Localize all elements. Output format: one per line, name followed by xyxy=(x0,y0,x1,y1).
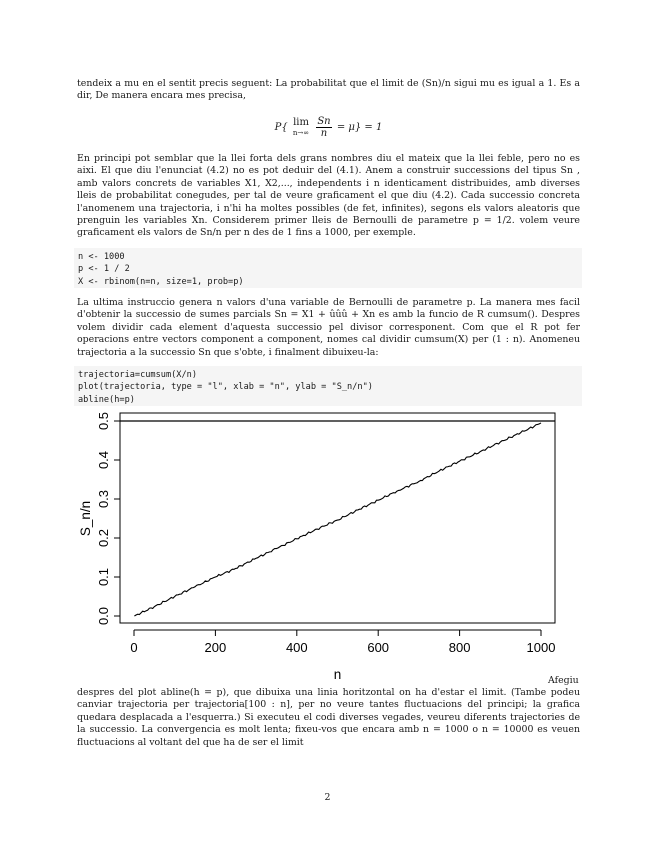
formula-left: P{ xyxy=(274,122,288,133)
formula-lim: lim xyxy=(293,116,309,128)
formula-numerator: Sn xyxy=(317,116,331,127)
y-tick-label: 0.3 xyxy=(96,489,111,509)
paragraph-abline: despres del plot abline(h = p), que dibuixa una linia horitzontal on ha d'estar el limit. (Tambe podeu canviar trajectoria per trajectoria[100 : n], per no veure tantes fluctuacions del principi; la grafica quedara desplacada a l'esquerra.) Si executeu el codi diverses vegades, veureu diferents trajectories de la successio. La convergencia es molt lenta; fixeu-vos que encara amb n = 1000 o n = 10000 es veuen fluctuacions al voltant del que ha de ser el limit xyxy=(77,687,580,748)
code-block-plot xyxy=(74,366,582,406)
paragraph-cumsum: La ultima instruccio genera n valors d'una variable de Bernoulli de parametre p. La manera mes facil d'obtenir la successio de sumes parcials Sn = X1 + ûûû + Xn es amb la funcio de R cumsum(). Despres volem dividir cada element d'aquesta successio pel divisor corresponent. Com que el R pot fer operacions entre vectors component a component, nomes cal dividir cumsum(X) per (1 : n). Anomeneu trajectoria a la successio Sn que s'obte, i finalment dibuixeu-la: xyxy=(77,297,580,358)
y-tick-label: 0.5 xyxy=(96,411,111,431)
y-tick-label: 0.2 xyxy=(96,528,111,548)
code-line: n <- 1000 xyxy=(78,252,125,262)
y-axis-title: S_n/n xyxy=(78,500,93,537)
code-line: X <- rbinom(n=n, size=1, prob=p) xyxy=(78,276,244,287)
code-line: p <- 1 / 2 xyxy=(78,264,130,275)
x-tick-label: 400 xyxy=(285,640,308,655)
x-tick-label: 800 xyxy=(448,640,471,655)
paragraph-afegiu-word: Afegiu xyxy=(548,675,579,686)
paragraph-law-explanation: En principi pot semblar que la llei forta dels grans nombres diu el mateix que la llei feble, pero no es aixi. El que diu l'enunciat (4.2) no es pot deduir del (4.1). Anem a construir successions del tipus Sn , amb valors concrets de variables X1, X2,..., independents i n identicament distribuides, amb diverses lleis de probabilitat conegudes, per tal de veure graficament el que diu (4.2). Cada successio concreta l'anomenem una trajectoria, i n'hi ha moltes possibles (de fet, infinites), segons els valors aleatoris que prenguin les variables Xn. Considerem primer lleis de Bernoulli de parametre p = 1/2. volem veure graficament els valors de Sn/n per n des de 1 fins a 1000, per exemple. xyxy=(77,153,580,239)
limit-formula xyxy=(77,116,580,139)
code-line: plot(trajectoria, type = "l", xlab = "n", ylab = "S_n/n") xyxy=(78,382,373,393)
paragraph-intro: tendeix a mu en el sentit precis seguent: La probabilitat que el limit de (Sn)/n sigui mu es igual a 1. Es a dir, De manera encara mes precisa, xyxy=(77,78,580,102)
trajectory-plot xyxy=(74,406,574,691)
code-line: abline(h=p) xyxy=(78,394,135,405)
y-tick-label: 0.4 xyxy=(96,450,111,470)
trajectory-line xyxy=(134,423,541,616)
x-axis-title: n xyxy=(333,667,342,682)
x-tick-label: 600 xyxy=(367,640,390,655)
y-tick-label: 0.1 xyxy=(96,567,111,587)
x-tick-label: 1000 xyxy=(526,640,556,655)
x-tick-label: 0 xyxy=(130,640,138,655)
page-number: 2 xyxy=(324,792,331,803)
code-line: trajectoria=cumsum(X/n) xyxy=(78,370,197,380)
y-tick-label: 0.0 xyxy=(96,606,111,626)
x-tick-label: 200 xyxy=(204,640,227,655)
formula-lim-sub: n→∞ xyxy=(292,128,310,137)
formula-right: = μ} = 1 xyxy=(336,122,383,133)
code-block-setup xyxy=(74,248,582,288)
formula-denominator: n xyxy=(320,128,328,139)
